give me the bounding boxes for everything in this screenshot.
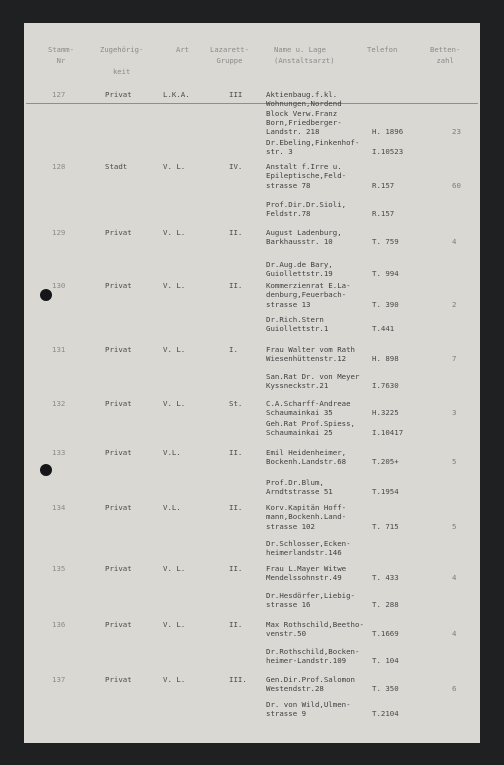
zugehoerigkeit: Privat	[105, 399, 132, 408]
lazarett-gruppe: III	[229, 90, 243, 99]
art: V. L.	[163, 228, 186, 237]
name-address: Aktienbaug.f.kl. Wohnungen,Nordend Block Verw.Franz Born,Friedberger- Landstr. 218	[266, 90, 342, 137]
telefon: R.157	[372, 180, 395, 190]
telefon: T. 288	[372, 600, 399, 610]
telefon: H. 898	[372, 354, 399, 364]
telefon: H.3225	[372, 408, 399, 418]
lazarett-gruppe: II.	[229, 503, 243, 512]
telefon: T. 104	[372, 656, 399, 666]
header-name-lage: Name u. Lage (Anstaltsarzt)	[274, 45, 335, 65]
name-address: San.Rat Dr. von Meyer Kyssneckstr.21	[266, 372, 360, 391]
telefon: T.1954	[372, 487, 399, 497]
art: V. L.	[163, 675, 186, 684]
telefon: I.10523	[372, 147, 404, 157]
telefon: I.7630	[372, 381, 399, 391]
name-address: Frau Walter vom Rath Wiesenhüttenstr.12	[266, 345, 355, 364]
art: V. L.	[163, 564, 186, 573]
zugehoerigkeit: Privat	[105, 90, 132, 99]
stamm-nr: 137	[52, 675, 66, 684]
telefon: T.441	[372, 324, 395, 334]
name-address: Prof.Dr.Blum, Arndtstrasse 51	[266, 478, 333, 497]
stamm-nr: 134	[52, 503, 66, 512]
telefon: T. 759	[372, 237, 399, 247]
telefon: T. 390	[372, 299, 399, 309]
stamm-nr: 135	[52, 564, 66, 573]
name-address: Dr.Ebeling,Finkenhof- str. 3	[266, 138, 360, 157]
name-address: Emil Heidenheimer, Bockenh.Landstr.68	[266, 448, 347, 467]
art: V. L.	[163, 345, 186, 354]
telefon: T. 715	[372, 521, 399, 531]
lazarett-gruppe: II.	[229, 228, 243, 237]
name-address: Dr.Schlosser,Ecken- heimerlandstr.146	[266, 539, 351, 558]
zugehoerigkeit: Privat	[105, 564, 132, 573]
header-telefon: Telefon	[367, 45, 398, 54]
bettenzahl: 60	[452, 180, 461, 190]
lazarett-gruppe: II.	[229, 448, 243, 457]
zugehoerigkeit: Privat	[105, 281, 132, 290]
name-address: August Ladenburg, Barkhausstr. 10	[266, 228, 342, 247]
zugehoerigkeit: Privat	[105, 620, 132, 629]
bettenzahl: 3	[452, 408, 457, 418]
name-address: Geh.Rat Prof.Spiess, Schaumainkai 25	[266, 419, 355, 438]
stamm-nr: 132	[52, 399, 66, 408]
name-address: Prof.Dir.Dr.Sioli, Feldstr.78	[266, 200, 347, 219]
lazarett-gruppe: IV.	[229, 162, 243, 171]
stamm-nr: 127	[52, 90, 66, 99]
art: V. L.	[163, 162, 186, 171]
art: V. L.	[163, 399, 186, 408]
telefon: T.205+	[372, 457, 399, 467]
telefon: T. 994	[372, 269, 399, 279]
stamm-nr: 129	[52, 228, 66, 237]
name-address: Kommerzienrat E.La- denburg,Feuerbach- strasse 13	[266, 281, 351, 309]
zugehoerigkeit: Privat	[105, 448, 132, 457]
telefon: T.2104	[372, 709, 399, 719]
name-address: Anstalt f.Irre u. Epileptische,Feld- strasse 78	[266, 162, 347, 190]
punch-hole	[40, 464, 52, 476]
stamm-nr: 130	[52, 281, 66, 290]
name-address: Korv.Kapitän Hoff- mann,Bockenh.Land- strasse 102	[266, 503, 347, 531]
bettenzahl: 7	[452, 354, 457, 364]
header-lazarett-gruppe: Lazarett- Gruppe	[210, 45, 249, 65]
lazarett-gruppe: St.	[229, 399, 243, 408]
name-address: Max Rothschild,Beetho- venstr.50	[266, 620, 364, 639]
zugehoerigkeit: Stadt	[105, 162, 128, 171]
bettenzahl: 6	[452, 684, 457, 694]
art: V. L.	[163, 281, 186, 290]
zugehoerigkeit: Privat	[105, 675, 132, 684]
name-address: C.A.Scharff-Andreae Schaumainkai 35	[266, 399, 351, 418]
zugehoerigkeit: Privat	[105, 345, 132, 354]
bettenzahl: 4	[452, 237, 457, 247]
name-address: Dr.Hesdörfer,Liebig- strasse 16	[266, 591, 355, 610]
bettenzahl: 5	[452, 521, 457, 531]
name-address: Dr.Aug.de Bary, Guiollettstr.19	[266, 260, 333, 279]
name-address: Frau L.Mayer Witwe Mendelssohnstr.49	[266, 564, 347, 583]
name-address: Dr. von Wild,Ulmen- strasse 9	[266, 700, 351, 719]
telefon: R.157	[372, 209, 395, 219]
name-address: Dr.Rich.Stern Guiollettstr.1	[266, 315, 329, 334]
header-nr: Stamm- Nr	[48, 45, 74, 65]
lazarett-gruppe: I.	[229, 345, 238, 354]
bettenzahl: 23	[452, 127, 461, 137]
telefon: T.1669	[372, 629, 399, 639]
stamm-nr: 131	[52, 345, 66, 354]
stamm-nr: 128	[52, 162, 66, 171]
lazarett-gruppe: II.	[229, 564, 243, 573]
header-bettenzahl: Betten- zahl	[430, 45, 461, 65]
telefon: H. 1896	[372, 127, 404, 137]
header-zugehoerigkeit: Zugehörig- keit	[100, 45, 144, 76]
zugehoerigkeit: Privat	[105, 228, 132, 237]
telefon: T. 433	[372, 573, 399, 583]
stamm-nr: 136	[52, 620, 66, 629]
bettenzahl: 4	[452, 629, 457, 639]
art: V. L.	[163, 620, 186, 629]
punch-hole	[40, 289, 52, 301]
name-address: Gen.Dir.Prof.Salomon Westendstr.28	[266, 675, 355, 694]
lazarett-gruppe: III.	[229, 675, 247, 684]
bettenzahl: 5	[452, 457, 457, 467]
art: V.L.	[163, 503, 181, 512]
header-rule	[26, 103, 478, 104]
lazarett-gruppe: II.	[229, 620, 243, 629]
bettenzahl: 2	[452, 299, 457, 309]
telefon: T. 350	[372, 684, 399, 694]
stamm-nr: 133	[52, 448, 66, 457]
zugehoerigkeit: Privat	[105, 503, 132, 512]
lazarett-gruppe: II.	[229, 281, 243, 290]
art: L.K.A.	[163, 90, 190, 99]
bettenzahl: 4	[452, 573, 457, 583]
art: V.L.	[163, 448, 181, 457]
header-art: Art	[176, 45, 189, 54]
document-page	[24, 23, 480, 743]
telefon: I.10417	[372, 428, 404, 438]
name-address: Dr.Rothschild,Bocken- heimer-Landstr.109	[266, 647, 360, 666]
